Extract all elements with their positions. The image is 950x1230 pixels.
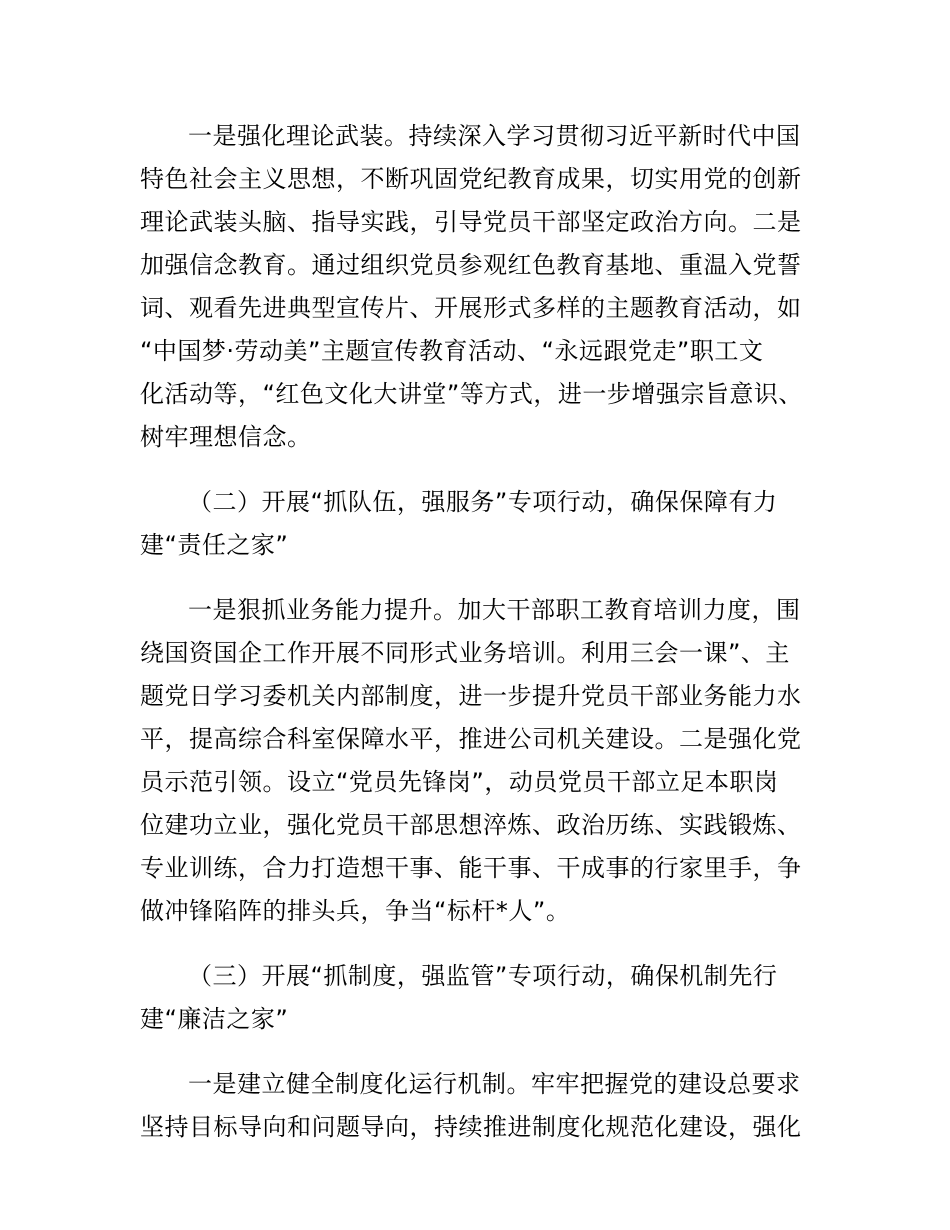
text-line: 树牢理想信念。 bbox=[140, 423, 312, 451]
text-line: 一是狠抓业务能力提升。加大干部职工教育培训力度，围 bbox=[188, 596, 801, 624]
text-line: 特色社会主义思想，不断巩固党纪教育成果，切实用党的创新 bbox=[140, 165, 802, 193]
heading-line: （二）开展“抓队伍，强服务”专项行动，确保保障有力 bbox=[188, 488, 778, 516]
section-heading-3 bbox=[140, 955, 812, 1041]
section-heading-2 bbox=[140, 481, 812, 567]
paragraph-theory-armament bbox=[140, 115, 812, 459]
text-line: 词、观看先进典型宣传片、开展形式多样的主题教育活动，如 bbox=[140, 294, 802, 322]
text-line: 理论武装头脑、指导实践，引导党员干部坚定政治方向。二是 bbox=[140, 208, 802, 236]
text-line: 坚持目标导向和问题导向，持续推进制度化规范化建设，强化 bbox=[140, 1113, 802, 1141]
text-line: 专业训练，合力打造想干事、能干事、干成事的行家里手，争 bbox=[140, 854, 802, 882]
heading-line: （三）开展“抓制度，强监管”专项行动，确保机制先行 bbox=[188, 962, 778, 990]
paragraph-gap bbox=[140, 567, 812, 589]
heading-line: 建“廉洁之家” bbox=[140, 1005, 289, 1033]
text-line: 员示范引领。设立“党员先锋岗”，动员党员干部立足本职岗 bbox=[140, 768, 779, 796]
text-line: 化活动等，“红色文化大讲堂”等方式，进一步增强宗旨意识、 bbox=[140, 380, 803, 408]
document-body bbox=[140, 115, 812, 1149]
paragraph-institutional-mechanism bbox=[140, 1063, 812, 1149]
text-line: 位建功立业，强化党员干部思想淬炼、政治历练、实践锻炼、 bbox=[140, 811, 802, 839]
text-line: 加强信念教育。通过组织党员参观红色教育基地、重温入党誓 bbox=[140, 251, 802, 279]
text-line: 做冲锋陷阵的排头兵，争当“标杆*人”。 bbox=[140, 897, 571, 925]
text-line: 题党日学习委机关内部制度，进一步提升党员干部业务能力水 bbox=[140, 682, 802, 710]
paragraph-business-ability bbox=[140, 589, 812, 933]
text-line: 绕国资国企工作开展不同形式业务培训。利用三会一课”、主 bbox=[140, 639, 790, 667]
text-line: “中国梦·劳动美”主题宣传教育活动、“永远跟党走”职工文 bbox=[140, 337, 764, 365]
heading-line: 建“责任之家” bbox=[140, 531, 289, 559]
text-line: 平，提高综合科室保障水平，推进公司机关建设。二是强化党 bbox=[140, 725, 802, 753]
text-line: 一是建立健全制度化运行机制。牢牢把握党的建设总要求 bbox=[188, 1070, 801, 1098]
paragraph-gap bbox=[140, 459, 812, 481]
text-line: 一是强化理论武装。持续深入学习贯彻习近平新时代中国 bbox=[188, 122, 801, 150]
paragraph-gap bbox=[140, 933, 812, 955]
paragraph-gap bbox=[140, 1041, 812, 1063]
